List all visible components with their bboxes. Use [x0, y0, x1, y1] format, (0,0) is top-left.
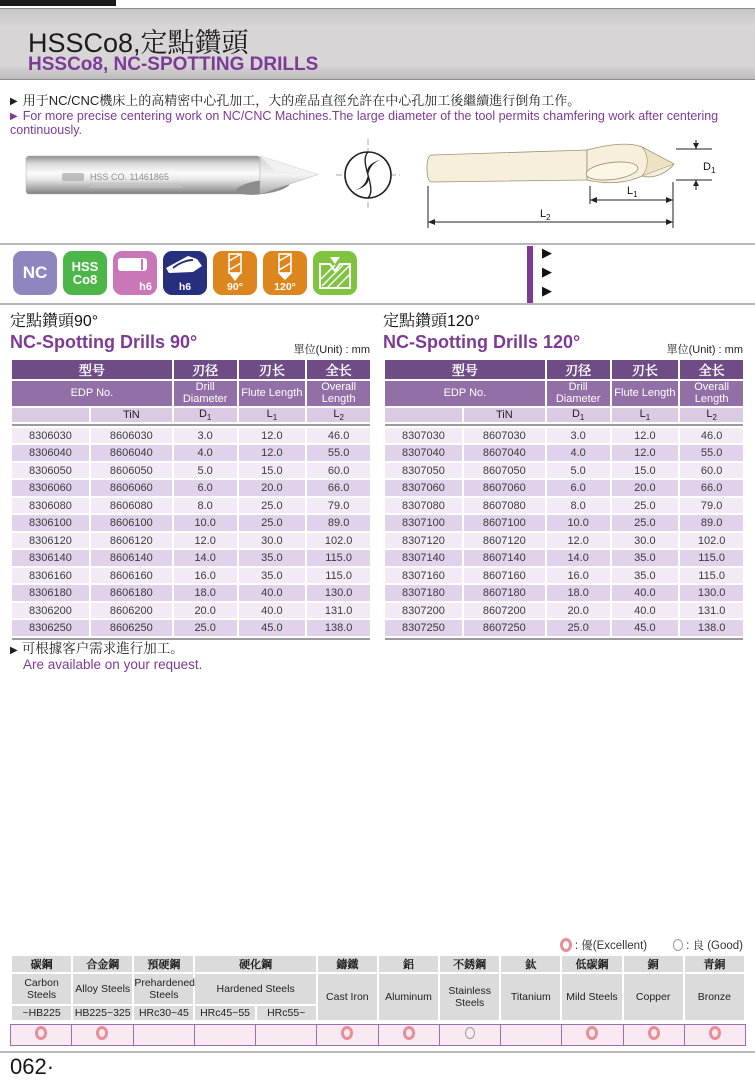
- header-band: [0, 8, 755, 80]
- material-name-zh: 不銹鋼: [440, 956, 499, 972]
- legend-good: [673, 937, 743, 953]
- table-row: 8307180 8607180 18.0 40.0 130.0: [385, 585, 743, 601]
- header-overall-zh: 全长: [307, 360, 370, 379]
- point-90-label: 90°: [227, 281, 243, 293]
- material-row-en: [12, 974, 744, 1004]
- table-row: 8307200 8607200 20.0 40.0 131.0: [385, 603, 743, 619]
- separator: [12, 638, 370, 640]
- header-tin: TiN: [91, 408, 172, 422]
- header-diameter-en: Drill Diameter: [174, 381, 237, 406]
- material-rating-row: [11, 1025, 746, 1046]
- material-name-zh: 鋁: [379, 956, 438, 972]
- divider: [0, 303, 755, 305]
- bullet-arrow-icon: ▶: [10, 96, 18, 107]
- table-row: 8307060 8607060 6.0 20.0 66.0: [385, 480, 743, 496]
- spot-drilling-icon: [313, 251, 357, 295]
- drill-h6-label: h6: [178, 281, 192, 293]
- page-title-zh: HSSCo8,定點鑽頭: [28, 28, 249, 58]
- brand-mark: [62, 173, 84, 181]
- separator: [385, 638, 743, 640]
- header-overall-zh: 全长: [680, 360, 743, 379]
- drill-silhouette-icon: [163, 251, 207, 281]
- table-row: 8306160 8606160 16.0 35.0 115.0: [12, 568, 370, 584]
- attribute-badges: [13, 251, 357, 295]
- material-rating-cell: [194, 1025, 255, 1046]
- material-hardness: HB225~325: [74, 1007, 131, 1019]
- description-en: [10, 109, 755, 137]
- material-name-zh: 碳鋼: [12, 956, 71, 972]
- table-row: 8306100 8606100 10.0 25.0 89.0: [12, 515, 370, 531]
- material-name-zh: 合金鋼: [73, 956, 132, 972]
- table-row: 8307050 8607050 5.0 15.0 60.0: [385, 463, 743, 479]
- table-title-zh: 定點鑽頭120°: [383, 313, 481, 330]
- header-diameter-zh: 刃径: [174, 360, 237, 379]
- table-row: 8306030 8606030 3.0 12.0 46.0: [12, 428, 370, 444]
- spec-table-90: [10, 358, 372, 642]
- table-row: 8306080 8606080 8.0 25.0 79.0: [12, 498, 370, 514]
- separator: [385, 424, 743, 426]
- nc-badge-icon: [13, 251, 57, 295]
- material-name-zh: 鑄鐵: [318, 956, 377, 972]
- rating-legend: [560, 937, 743, 953]
- table-row: 8307030 8607030 3.0 12.0 46.0: [385, 428, 743, 444]
- hss-co8-badge-icon: [63, 251, 107, 295]
- section-accent-bar: [527, 246, 533, 303]
- excellent-icon: [648, 1026, 660, 1040]
- header-flute-zh: 刃长: [239, 360, 306, 379]
- header-edp: EDP No.: [12, 381, 172, 406]
- material-row-zh: [12, 956, 744, 972]
- table-row: 8306040 8606040 4.0 12.0 55.0: [12, 445, 370, 461]
- material-rating-cell: [317, 1025, 378, 1046]
- header-tin: TiN: [464, 408, 545, 422]
- material-name-zh: 預硬鋼: [134, 956, 193, 972]
- page-title-en: HSSCo8, NC-SPOTTING DRILLS: [28, 54, 319, 75]
- header-d1: $D_1$: [174, 408, 237, 422]
- legend-good-label: : 良 (Good): [686, 940, 743, 952]
- table-row: 8307040 8607040 4.0 12.0 55.0: [385, 445, 743, 461]
- table-row: 8306200 8606200 20.0 40.0 131.0: [12, 603, 370, 619]
- table-row: 8307100 8607100 10.0 25.0 89.0: [385, 515, 743, 531]
- header-flute-zh: 刃长: [612, 360, 679, 379]
- table-row: 8307250 8607250 25.0 45.0 138.0: [385, 620, 743, 636]
- header-l1: $L_1$: [612, 408, 679, 422]
- header-flute-en: Flute Length: [612, 381, 679, 406]
- legend-excellent-label: : 優(Excellent): [574, 940, 648, 952]
- table-row: 8307160 8607160 16.0 35.0 115.0: [385, 568, 743, 584]
- material-hardness: ~HB225: [12, 1006, 71, 1020]
- excellent-icon: [96, 1026, 108, 1040]
- material-name-en: Titanium: [501, 974, 560, 1020]
- request-note: [10, 641, 202, 674]
- drill-cross-section-diagram: [332, 137, 404, 213]
- good-icon: [465, 1027, 475, 1039]
- excellent-icon: [560, 938, 572, 952]
- shank-h6-label: h6: [139, 281, 152, 293]
- drill-photo: [22, 140, 327, 210]
- header-flute-en: Flute Length: [239, 381, 306, 406]
- table-row: 8307080 8607080 8.0 25.0 79.0: [385, 498, 743, 514]
- bullet-arrow-icon: ▶: [10, 111, 18, 122]
- header-model: 型号: [385, 360, 545, 379]
- header-l2: $L_2$: [680, 408, 743, 422]
- material-name-zh: 低碳鋼: [562, 956, 621, 972]
- etched-text: HSS CO. 11461865: [90, 172, 169, 182]
- material-rating-cell: [501, 1025, 562, 1046]
- material-rating-cell: [684, 1025, 745, 1046]
- material-name-en: Aluminum: [379, 974, 438, 1020]
- dim-label-l2: $L_2$: [540, 208, 551, 222]
- material-name-zh: 硬化鋼: [195, 956, 315, 972]
- page-number: 062·: [10, 1054, 55, 1079]
- excellent-icon: [341, 1026, 353, 1040]
- header-d1: $D_1$: [547, 408, 610, 422]
- table-title-en: NC-Spotting Drills 90°: [10, 332, 198, 352]
- material-name-en: Bronze: [685, 974, 744, 1020]
- nc-badge-label: NC: [22, 263, 48, 282]
- note-zh: 可根據客户需求進行加工。: [21, 641, 184, 656]
- spec-table-90-block: [10, 308, 372, 642]
- table-title-en: NC-Spotting Drills 120°: [383, 332, 581, 352]
- bullet-arrows: [542, 245, 552, 299]
- good-icon: [673, 939, 683, 951]
- material-rating-cell: [256, 1025, 317, 1046]
- drill-dimension-diagram: [420, 140, 755, 240]
- point-90-badge-icon: [213, 251, 257, 295]
- co8-label: Co8: [72, 272, 98, 287]
- bullet-arrow-icon: ▶: [10, 645, 18, 656]
- arrow-icon: ▶: [542, 245, 552, 260]
- dim-label-l1: $L_1$: [627, 185, 638, 199]
- material-name-en: Prehardened Steels: [134, 974, 193, 1004]
- material-name-zh: 鈦: [501, 956, 560, 972]
- table-row: 8307120 8607120 12.0 30.0 102.0: [385, 533, 743, 549]
- spec-table-120: [383, 358, 745, 642]
- material-name-en: Copper: [624, 974, 683, 1020]
- material-rating-cell: [11, 1025, 72, 1046]
- arrow-icon: ▶: [542, 283, 552, 298]
- material-name-en: Stainless Steels: [440, 974, 499, 1020]
- drill-h6-badge-icon: [163, 251, 207, 295]
- arrow-icon: ▶: [542, 264, 552, 279]
- header-diameter-zh: 刃径: [547, 360, 610, 379]
- note-en: Are available on your request.: [23, 657, 203, 673]
- material-name-en: Carbon Steels: [12, 974, 71, 1004]
- excellent-icon: [586, 1026, 598, 1040]
- description-zh-text: 用于NC/CNC機床上的高精密中心孔加工，大的産品直徑允許在中心孔加工後繼續進行倒角工作。: [22, 93, 581, 108]
- table-row: 8307140 8607140 14.0 35.0 115.0: [385, 550, 743, 566]
- material-rating-cell: [562, 1025, 623, 1046]
- header-edp: EDP No.: [385, 381, 545, 406]
- dim-label-d1: $D_1$: [703, 161, 716, 175]
- material-name-en: Cast Iron: [318, 974, 377, 1020]
- table-row: 8306250 8606250 25.0 45.0 138.0: [12, 620, 370, 636]
- divider: [0, 1051, 755, 1053]
- material-name-zh: 銅: [624, 956, 683, 972]
- material-rating-cell: [439, 1025, 500, 1046]
- separator: [12, 424, 370, 426]
- material-name-en: Alloy Steels: [73, 974, 132, 1004]
- description-zh: [10, 90, 580, 109]
- description-en-text: For more precise centering work on NC/CNC Machines.The large diameter of the tool permits chamfering work after centering continuously.: [10, 109, 719, 137]
- table-row: 8306060 8606060 6.0 20.0 66.0: [12, 480, 370, 496]
- table-row: 8306180 8606180 18.0 40.0 130.0: [12, 585, 370, 601]
- header-overall-en: Overall Length: [680, 381, 743, 406]
- excellent-icon: [403, 1026, 415, 1040]
- excellent-icon: [709, 1026, 721, 1040]
- header-overall-en: Overall Length: [307, 381, 370, 406]
- material-rating-cell: [623, 1025, 684, 1046]
- material-hardness: HRc45~55: [195, 1006, 254, 1020]
- table-row: 8306050 8606050 5.0 15.0 60.0: [12, 463, 370, 479]
- point-120-label: 120°: [274, 281, 296, 293]
- material-rating-cell: [133, 1025, 194, 1046]
- table-row: 8306120 8606120 12.0 30.0 102.0: [12, 533, 370, 549]
- point-120-badge-icon: [263, 251, 307, 295]
- drill-point-icon: [213, 251, 257, 283]
- top-accent-bar: [0, 0, 116, 6]
- header-l1: $L_1$: [239, 408, 306, 422]
- header-diameter-en: Drill Diameter: [547, 381, 610, 406]
- legend-excellent: [560, 937, 647, 953]
- material-hardness: HRc55~: [257, 1006, 316, 1020]
- material-rating-cell: [72, 1025, 133, 1046]
- drill-point-icon: [263, 251, 307, 283]
- unit-label: 單位(Unit) : mm: [293, 344, 370, 356]
- material-rating-cell: [378, 1025, 439, 1046]
- material-name-zh: 青銅: [685, 956, 744, 972]
- unit-label: 單位(Unit) : mm: [666, 344, 743, 356]
- shank-h6-badge-icon: [113, 251, 157, 295]
- spotting-application-badge-icon: [313, 251, 357, 295]
- shank-shape: [118, 258, 147, 271]
- header-l2: $L_2$: [307, 408, 370, 422]
- table-title-zh: 定點鑽頭90°: [10, 313, 99, 330]
- material-name-en: Mild Steels: [562, 974, 621, 1020]
- header-model: 型号: [12, 360, 172, 379]
- material-name-en: Hardened Steels: [195, 974, 315, 1004]
- table-row: 8306140 8606140 14.0 35.0 115.0: [12, 550, 370, 566]
- header-blank: [12, 408, 89, 422]
- material-header-table: [10, 954, 746, 1022]
- header-blank: [385, 408, 462, 422]
- material-suitability-table: [10, 954, 746, 1046]
- divider: [0, 243, 755, 245]
- material-rating-table: [10, 1024, 746, 1046]
- excellent-icon: [35, 1026, 47, 1040]
- hss-label: HSS: [71, 258, 99, 274]
- material-hardness: HRc30~45: [134, 1006, 193, 1020]
- spec-table-120-block: [383, 308, 745, 642]
